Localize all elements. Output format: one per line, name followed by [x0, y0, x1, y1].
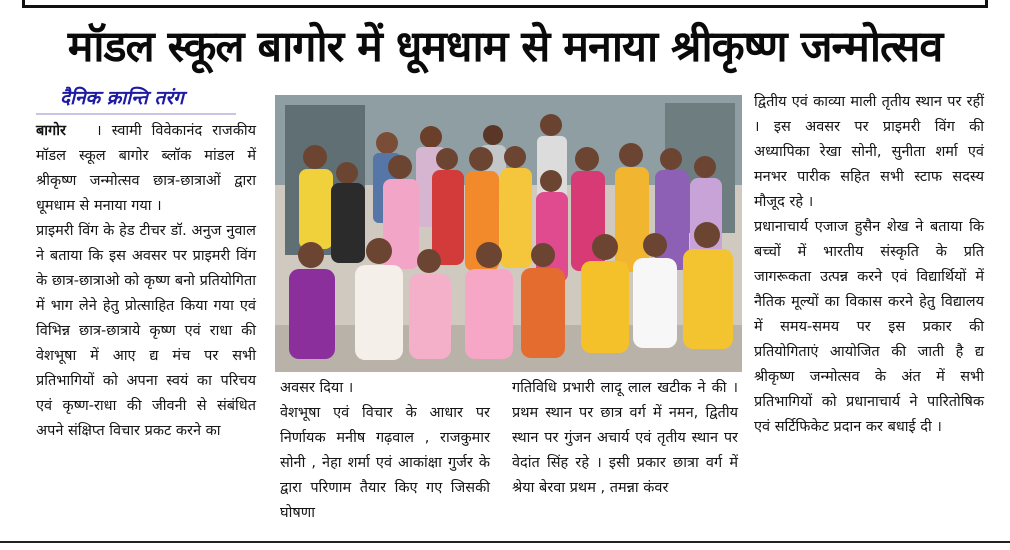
- bottom-border: [0, 541, 1010, 543]
- children-costume-photo: [275, 95, 742, 372]
- paragraph-6: द्वितीय एवं काव्या माली तृतीय स्थान पर रहीं । इस अवसर पर प्राइमरी विंग की अध्यापिका रेखा सोनी, सुनीता शर्मा एवं मनभर पारीक सहित सभी स्टाफ सदस्य मौजूद रहे ।: [754, 94, 984, 210]
- article-column-4: [754, 90, 984, 440]
- top-border: [22, 0, 988, 8]
- event-photo: [275, 95, 742, 372]
- newspaper-source: दैनिक क्रान्ति तरंग: [60, 87, 184, 109]
- headline: मॉडल स्कूल बागोर में धूमधाम से मनाया श्रीकृष्ण जन्मोत्सव: [67, 21, 943, 72]
- paragraph-7: प्रधानाचार्य एजाज हुसैन शेख ने बताया कि बच्चों में भारतीय संस्कृति के प्रति जागरूकता उत्पन्न करने एवं विद्यार्थियों में नैतिक मूल्यों का विकास करने हेतु विद्यालय में समय-समय पर इस प्रकार की प्रतियोगिताएं आयोजित की जाती है द्य श्रीकृष्ण जन्मोत्सव के अंत में सभी प्रतिभागियों को प्रधानाचार्य ने पारितोषिक एवं सर्टिफिकेट प्रदान कर बधाई दी ।: [754, 219, 984, 435]
- article-column-3: [512, 376, 738, 501]
- dateline: बागोर: [36, 123, 66, 139]
- article-column-2: [280, 376, 490, 526]
- paragraph-4: वेशभूषा एवं विचार के आधार पर निर्णायक मनीष गढ़वाल , राजकुमार सोनी , नेहा शर्मा एवं आकांक्षा गुर्जर के द्वारा परिणाम तैयार किए गए जिसकी घोषणा: [280, 405, 490, 521]
- article-column-1: [36, 119, 256, 444]
- paragraph-5: गतिविधि प्रभारी लादू लाल खटीक ने की । प्रथम स्थान पर छात्र वर्ग में नमन, द्वितीय स्थान पर गुंजन अचार्य एवं तृतीय स्थान पर वेदांत सिंह रहे । इसी प्रकार छात्रा वर्ग में श्रेया बेरवा प्रथम , तमन्ना कंवर: [512, 380, 738, 496]
- source-underline: [36, 113, 236, 115]
- paragraph-1-text: । स्वामी विवेकानंद राजकीय मॉडल स्कूल बागोर ब्लॉक मांडल में श्रीकृष्ण जन्मोत्सव छात्र-छात्राओं द्वारा धूमधाम से मनाया गया ।: [36, 123, 256, 214]
- paragraph-3: अवसर दिया ।: [280, 380, 354, 396]
- paragraph-1: [36, 119, 256, 219]
- paragraph-2: प्राइमरी विंग के हेड टीचर डॉ. अनुज नुवाल ने बताया कि इस अवसर पर प्राइमरी विंग के छात्र-छात्राओ को कृष्ण बनो प्रतियोगिता में भाग लेने हेतु प्रोत्साहित किया गया एवं विभिन्न छात्र-छात्राये कृष्ण एवं राधा की वेशभूषा में आए द्य मंच पर सभी प्रतिभागियों को अपना स्वयं का परिचय एवं कृष्ण-राधा की जीवनी से संबंधित अपने संक्षिप्त विचार प्रकट करने का: [36, 223, 256, 439]
